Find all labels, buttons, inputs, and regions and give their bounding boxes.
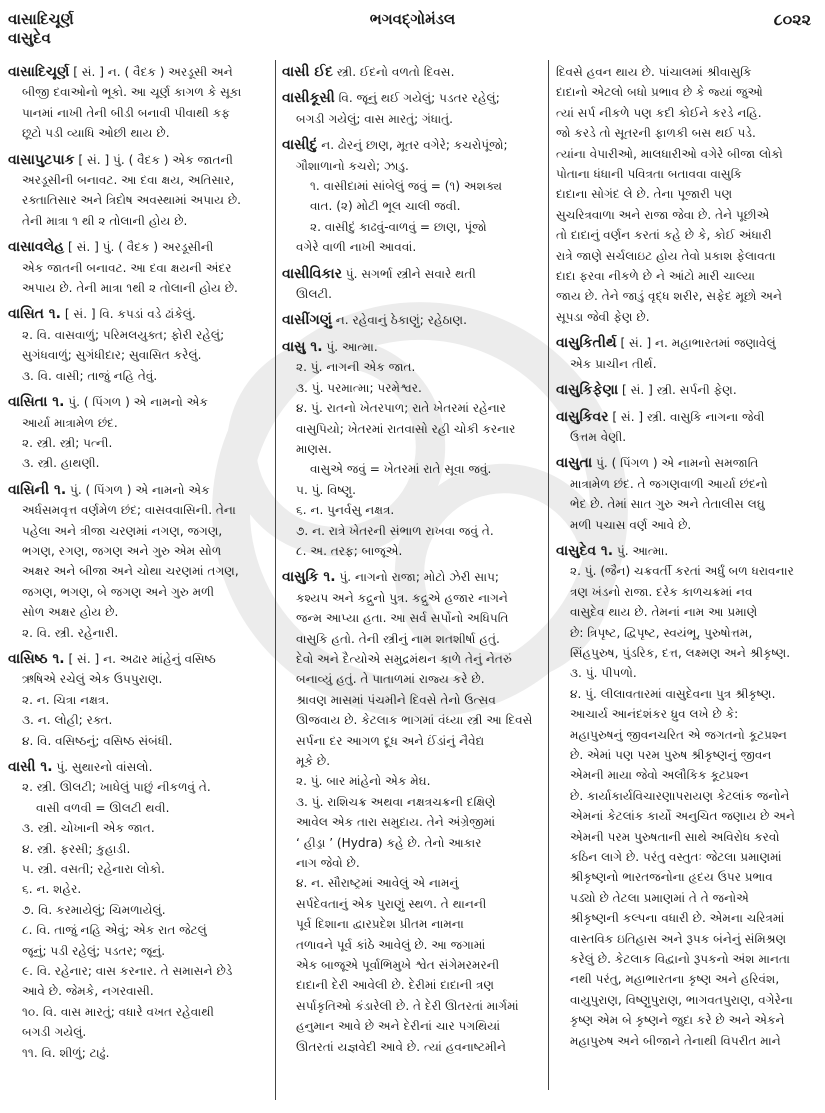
- definition-line: ઊજવાય છે. કેટલાક ભાગમાં વંધ્યા સ્ત્રી આ દિવસે: [296, 713, 533, 728]
- definition-line: માત્રામેળ છંદ. તે જગણવાળી આર્યા છંદનો: [570, 476, 768, 491]
- headword: વાસુતા: [556, 455, 593, 472]
- definition-line: રાત્રે જાણે સર્ચલાઇટ હોય તેવો પ્રકાશ ફેલાવતા: [556, 248, 776, 263]
- definition-line: કઠિન લાગે છે. પરંતુ વસ્તુતઃ જેટલા પ્રમાણમાં: [570, 850, 782, 865]
- definition-line: ૩. પું. પરમાત્મા; પરમેશ્વર.: [296, 380, 422, 395]
- headword: વાસાપુટપાક: [8, 151, 75, 168]
- entry-first-line: [8, 757, 266, 777]
- definition-line: ૪. સ્ત્રી. ફરસી; કુહાડી.: [22, 841, 131, 856]
- definition-line: આચાર્ય આનંદશંકર ધ્રુવ લખે છે કે:: [570, 707, 739, 722]
- definition-line: બીજી દવાઓનો ભૂકો. આ ચૂર્ણ કાગળ કે સૂકા: [22, 85, 242, 100]
- definition-line: શ્રીકૃષ્ણનો ભારતજનોના હૃદય ઉપર પ્રભાવ: [570, 870, 773, 885]
- column-2: [282, 62, 544, 1063]
- dictionary-entry: [282, 62, 544, 82]
- definition-line: છે: ત્રિપૃષ્ટ, દ્વિપૃષ્ટ, સ્વયંભૂ, પુરુષોત્તમ,: [570, 625, 753, 640]
- definition-line: ૧. વાસીદામાં સાંબેલું જવું = (૧) અશક્ય: [310, 179, 503, 194]
- dictionary-entry: [282, 135, 544, 257]
- definition-line: તળાવને પૂર્વ કાંઠે આવેલું છે. આ જગામાં: [296, 937, 486, 952]
- definition-line: સર્પના દર આગળ દૂધ અને ઈંડાંનું નૈવેદ્ય: [296, 733, 485, 748]
- dictionary-entry: [556, 407, 818, 448]
- definition-line: આવેલ એક તારા સમુદાય. તેને અંગ્રેજીમાં: [296, 815, 496, 830]
- definition-line: સર્પાકૃતિઓ કંડારેલી છે. તે દેરી ઊતરતાં માર્ગમાં: [296, 998, 519, 1013]
- definition-text: પું. સગર્ભા સ્ત્રીને સવારે થતી: [345, 266, 476, 281]
- entry-first-line: [282, 337, 544, 357]
- definition-line: દિવસે હવન થાય છે. પાંચાલમાં શ્રીવાસુકિ: [556, 65, 752, 79]
- definition-text: પું. આત્મા.: [616, 543, 669, 558]
- definition-line: અક્ષર અને બીજા અને ચોથા ચરણમાં તગણ,: [22, 564, 239, 579]
- dictionary-entry: [8, 62, 266, 144]
- dictionary-entry: [556, 62, 818, 327]
- definition-line: ૬. ન. શહેર.: [22, 882, 82, 897]
- entry-first-line: [282, 264, 544, 284]
- book-title: ભગવદ્ગોમંડલ: [369, 10, 456, 28]
- dictionary-entry: [8, 757, 266, 1063]
- definition-line: મૂકે છે.: [296, 754, 331, 768]
- definition-line: ૮. અ. તરફ; બાજૂએ.: [296, 543, 403, 558]
- definition-line: ૩. સ્ત્રી. ચોખાની એક જાત.: [22, 821, 155, 836]
- definition-line: ૨. વાસીદું કાઢવું-વાળવું = છાણ, પૂંજો: [310, 219, 487, 234]
- definition-line: વાસ્તવિક ઇતિહાસ અને રૂપક બંનેનું સંમિશ્રણ: [570, 931, 787, 946]
- definition-line: ૨. સ્ત્રી. ઊલટી; ખાધેલું પાછું નીકળવું તે.: [22, 780, 211, 795]
- definition-text: [ સં. ] પું. ( વૈદક ) એક જાતની: [78, 152, 233, 167]
- definition-text: [ સં. ] સ્ત્રી. વાસુકિ નાગના જેવી: [612, 409, 765, 424]
- column-3: [556, 62, 818, 1057]
- definition-line: દાદા ફરવા નીકળે છે ને આંટો મારી ચાલ્યા: [556, 269, 755, 284]
- definition-line: પોતાના ધંધાની પવિત્રતા બતાવવા વાસુકિ: [556, 167, 742, 182]
- definition-line: ૨. વિ. વાસવાળું; પરિમલયુક્ત; ફોરી રહેલું;: [22, 327, 225, 342]
- definition-text: પું. સુથારનો વાંસલો.: [56, 760, 153, 774]
- definition-line: બગડી ગયેલું; વાસ મારતું; ગંધાતું.: [296, 111, 454, 126]
- definition-line: પહેલા અને ત્રીજા ચરણમાં નગણ, જગણ,: [22, 523, 223, 538]
- definition-line: અરડૂસીની બનાવટ. આ દવા ક્ષય, અતિસાર,: [22, 173, 235, 188]
- definition-line: ૩. ન. લોહી; રક્ત.: [22, 713, 113, 728]
- definition-line: નાગ જેવો છે.: [296, 856, 360, 871]
- definition-line: અર્ધસમવૃત્ત વર્ણમેળ છંદ; વાસવવાસિની. તેના: [22, 503, 236, 518]
- definition-line: ઉત્તમ વેણી.: [570, 429, 627, 444]
- entry-first-line: [8, 480, 266, 500]
- definition-line: ગૌશાળાનો કચરો; ઝાડુ.: [296, 158, 409, 173]
- dictionary-entry: [8, 150, 266, 232]
- definition-line: વાસી વળવી = ઊલટી થવી.: [36, 800, 170, 815]
- headword: વાસીદું: [282, 137, 318, 154]
- definition-line: ૨. વિ. સ્ત્રી. રહેનારી.: [22, 625, 119, 640]
- definition-line: દાદાનો એટલો બધો પ્રભાવ છે કે જ્યાં જુઓ: [556, 85, 763, 100]
- definition-line: આર્યા માત્રામેળ છંદ.: [22, 415, 118, 430]
- entry-first-line: [282, 567, 544, 587]
- page-header: [0, 0, 825, 52]
- definition-line: ૩. પું. પીપળો.: [570, 666, 637, 681]
- definition-line: ત્યાંના વેપારીઓ, માલધારીઓ વગેરે બીજા લોકો: [556, 146, 783, 161]
- dictionary-entry: [282, 88, 544, 129]
- headword: વાસુકિતીર્થ: [556, 335, 617, 352]
- headword: વાસુદેવ ૧.: [556, 542, 614, 559]
- entry-first-line: [282, 62, 544, 82]
- guide-word-first: વાસાદિચૂર્ણ: [8, 10, 74, 28]
- definition-text: [ સં. ] ન. ( વૈદક ) અરડૂસી અને: [73, 65, 233, 79]
- definition-line: જૂનું; પડી રહેલું; પડતર; જૂનું.: [22, 943, 166, 958]
- dictionary-entry: [282, 567, 544, 1057]
- headword: વાસુકિફેણા: [556, 382, 619, 399]
- definition-line: ૧૧. વિ. શીળું; ટાઢું.: [22, 1045, 110, 1060]
- definition-line: વગેરે વાળી નાખી આવવાં.: [296, 240, 417, 255]
- definition-line: કરેલું છે. કેટલાક વિદ્વાનો રૂપકનો અંશ માનતા: [570, 952, 790, 967]
- definition-text: પું. નાગનો રાજા; મોટો ઝેરી સાપ;: [339, 570, 499, 585]
- dictionary-entry: [8, 237, 266, 298]
- definition-text: ન. ઢોરનું છાણ, મૂતર વગેરે; કચરોપૂંજો;: [321, 138, 508, 153]
- headword: વાસી ઈદ: [282, 64, 334, 80]
- headword: વાસિતા ૧.: [8, 394, 65, 411]
- entry-first-line: [8, 237, 266, 257]
- definition-line: છે. એમાં પણ પરમ પુરુષ શ્રીકૃષ્ણનું જીવન: [570, 748, 772, 762]
- entry-first-line: [8, 392, 266, 412]
- headword: વાસીવિકાર: [282, 265, 342, 282]
- dictionary-entry: [556, 333, 818, 374]
- column-1: [8, 62, 266, 1069]
- definition-text: પું. ( પિંગળ ) એ નામનો એક: [70, 482, 210, 497]
- definition-line: નથી પરંતુ, મહાભારતના કૃષ્ણ અને હરિવંશ,: [570, 972, 780, 987]
- definition-line: મહાપુરુષનું જીવનચરિત એ જગતનો કૂટપ્રશ્ન: [570, 727, 787, 742]
- definition-line: મળી પચાસ વર્ણ આવે છે.: [570, 517, 692, 532]
- entry-first-line: [282, 310, 544, 330]
- definition-line: રક્તાતિસાર અને ત્રિદોષ અવસ્થામાં અપાય છે.: [22, 193, 242, 208]
- definition-line: તો દાદાનું વર્ણન કરતાં કહે છે કે, કોઈ અંધારી: [556, 228, 772, 243]
- definition-line: ૭. ન. રાત્રે ખેતરની સંભાળ રાખવા જવું તે.: [296, 523, 494, 538]
- definition-text: [ સં. ] પું. ( વૈદક ) અરડૂસીની: [68, 240, 214, 255]
- definition-line: ભેદ છે. તેમાં સાત ગુરુ અને તેતાલીસ લઘુ: [570, 497, 765, 512]
- dictionary-entry: [556, 380, 818, 400]
- definition-line: વાસુપિયો; ખેતરમાં રાતવાસો રહી ચોકી કરનાર: [296, 421, 516, 436]
- definition-text: [ સં. ] ન. મહાભારતમાં જણાવેલું: [620, 336, 776, 351]
- definition-line: દેવો અને દૈત્યોએ સમુદ્રમંથન કાળે તેનું નેતરું: [296, 651, 512, 666]
- dictionary-entry: [8, 649, 266, 751]
- definition-line: કશ્યપ અને કદ્રુનો પુત્ર. કદ્રુએ હજાર નાગને: [296, 590, 508, 605]
- definition-line: એક પ્રાચીન તીર્થ.: [570, 356, 657, 371]
- definition-line: અપાય છે. તેની માત્રા ૧થી ૨ તોલાની હોય છે.: [22, 281, 238, 296]
- dictionary-entry: [8, 304, 266, 386]
- definition-line: સુચરિત્રવાળા અને રાજા જેવા છે. તેને પૂછીએ: [556, 207, 770, 222]
- guide-word-last: વાસુદેવ: [8, 29, 51, 47]
- dictionary-entry: [282, 310, 544, 330]
- definition-line: શ્રાવણ માસમાં પંચમીને દિવસે તેનો ઉત્સવ: [296, 692, 496, 707]
- dictionary-entry: [556, 453, 818, 535]
- definition-line: વાત. (૨) મોટી ભૂલ ચાલી જવી.: [310, 199, 461, 214]
- definition-line: ‘ હીડ્રા ’ (Hydra) કહે છે. તેનો આકાર: [296, 835, 482, 850]
- definition-line: એક જાતની બનાવટ. આ દવા ક્ષયની અંદર: [22, 260, 232, 275]
- headword: વાસિત ૧.: [8, 306, 61, 323]
- definition-line: ૮. વિ. તાજું નહિ એવું; એક રાત જેટલું: [22, 923, 207, 938]
- definition-line: ૫. સ્ત્રી. વસતી; રહેનારા લોકો.: [22, 862, 165, 877]
- definition-line: પૂર્વ દિશાના દ્વારપ્રદેશ પ્રીતમ નામના: [296, 917, 464, 932]
- headword: વાસુકિવર: [556, 408, 609, 425]
- definition-line: દાદાની દેરી આવેલી છે. દેરીમાં દાદાની ત્રણ: [296, 978, 495, 993]
- headword: વાસુ ૧.: [282, 338, 323, 355]
- definition-line: ભગણ, રગણ, જગણ અને ગુરુ એમ સોળ: [22, 543, 222, 558]
- entry-first-line: [8, 62, 266, 82]
- headword: વાસીંગણું: [282, 312, 332, 329]
- definition-line: ૪. પું. રાતનો ખેતરપાળ; રાતે ખેતરમાં રહેનાર: [296, 401, 506, 416]
- definition-line: એમની માયા જેવો અલૌકિક કૂટપ્રશ્ન: [570, 768, 749, 783]
- definition-line: આવે છે. જેમકે, નગરવાસી.: [22, 984, 154, 999]
- definition-line: પાનમાં નાખી તેની બીડી બનાવી પીવાથી કફ: [22, 105, 230, 120]
- definition-line: હનુમાન આવે છે અને દેરીનાં ચાર પગથિયાં: [296, 1019, 501, 1034]
- definition-line: એક બાજૂએ પૂર્વાભિમુખે શ્વેત સંગેમરમરની: [296, 958, 500, 973]
- definition-line: એમની પરમ પુરુષતાની સાથે અવિરોધ કરવો: [570, 829, 780, 844]
- definition-line: છે. કાર્યાકાર્યવિચારણાપરાયણ કેટલાંક જનોને: [570, 788, 790, 803]
- definition-line: એમનાં કેટલાંક કાર્યો અનુચિત જણાય છે અને: [570, 809, 796, 824]
- definition-line: સૂપડા જેવી ફેણ છે.: [556, 309, 650, 324]
- headword: વાસી ૧.: [8, 759, 53, 775]
- entry-first-line: [282, 88, 544, 108]
- entry-first-line: [556, 380, 818, 400]
- definition-text: વિ. જૂનું થઈ ગયેલું; પડતર રહેલું;: [338, 91, 500, 106]
- definition-line: છૂટો પડી વ્યાધિ ઓછી થાય છે.: [22, 126, 170, 141]
- definition-line: ત્યાં સર્પ નીકળે પણ કદી કોઈને કરડે નહિ.: [556, 105, 762, 120]
- definition-line: ઊલટી.: [296, 287, 332, 302]
- dictionary-entry: [8, 480, 266, 643]
- definition-line: જન્મ આપ્યા હતા. આ સર્વ સર્પોનો અધિપતિ: [296, 611, 509, 626]
- dictionary-entry: [282, 264, 544, 305]
- definition-text: પું. ( પિંગળ ) એ નામનો એક: [68, 395, 208, 410]
- definition-line: સોળ અક્ષર હોય છે.: [22, 605, 119, 620]
- definition-line: પડ્યો છે તેટલા પ્રમાણમાં તે તે જનોએ: [570, 890, 749, 905]
- definition-line: સર્પદેવતાનું એક પુરાણું સ્થળ. તે થાનની: [296, 896, 487, 911]
- definition-line: ૩. સ્ત્રી. હાથણી.: [22, 456, 100, 471]
- definition-line: ૭. વિ. કરમાયેલું; ચિમળાયેલું.: [22, 902, 166, 917]
- definition-line: બગડી ગયેલું.: [22, 1025, 87, 1040]
- entry-first-line: [8, 649, 266, 669]
- headword: વાસાવલેહ: [8, 239, 65, 256]
- entry-first-line: [556, 333, 818, 353]
- headword: વાસીકૂસી: [282, 90, 335, 107]
- definition-line: જગણ, ભગણ, બે જગણ અને ગુરુ મળી: [22, 584, 215, 599]
- entry-first-line: [8, 150, 266, 170]
- definition-text: પું. આત્મા.: [326, 339, 378, 354]
- definition-line: ૧૦. વિ. વાસ મારતું; વધારે વખત રહેવાથી: [22, 1004, 214, 1019]
- definition-line: ૪. ન. સૌરાષ્ટ્રમાં આવેલું એ નામનું: [296, 876, 459, 891]
- definition-line: ૩. પું. રાશિચક્ર અથવા નક્ષત્રચક્રની દક્ષિણે: [296, 794, 496, 809]
- definition-line: જાય છે. તેને જાડું વૃદ્ધ શરીર, સફેદ મૂછો અને: [556, 289, 782, 304]
- definition-line: ઋષિએ રચેલું એક ઉપપુરાણ.: [22, 672, 163, 687]
- definition-line: દાદાના સોગંદ લે છે. તેના પૂજારી પણ: [556, 187, 733, 202]
- definition-line: ત્રણ ખંડનો રાજા. દરેક કાળચક્રમાં નવ: [570, 584, 753, 599]
- definition-line: શ્રીકૃષ્ણની કલ્પના વધારી છે. એમના ચરિત્રમાં: [570, 911, 785, 926]
- definition-line: ૩. વિ. વાસી; તાજું નહિ તેવું.: [22, 368, 158, 383]
- definition-text: પું. ( પિંગળ ) એ નામનો સમજાતિ: [596, 456, 759, 471]
- definition-line: ૯. વિ. રહેનાર; વાસ કરનાર. તે સમાસને છેડે: [22, 964, 233, 979]
- definition-line: કૃષ્ણ એમ બે કૃષ્ણને જુદા કરે છે અને એકને: [570, 1013, 785, 1028]
- definition-line: વાસુદેવ થાય છે. તેમનાં નામ આ પ્રમાણે: [570, 605, 758, 620]
- dictionary-entry: [8, 392, 266, 474]
- headword: વાસુકિ ૧.: [282, 569, 336, 586]
- definition-text: સ્ત્રી. ઈદનો વળતો દિવસ.: [336, 65, 455, 79]
- entry-first-line: [556, 407, 818, 427]
- definition-line: ૨. સ્ત્રી. સ્ત્રી; પત્ની.: [22, 435, 113, 450]
- dictionary-entry: [556, 541, 818, 1051]
- definition-text: [ સં. ] સ્ત્રી. સર્પની ફેણ.: [622, 383, 737, 398]
- definition-line: તેની માત્રા ૧ થી ૨ તોલાની હોય છે.: [22, 213, 188, 228]
- definition-line: સિંહપુરુષ, પુંડરિક, દત્ત, લક્ષ્મણ અને શ્રીકૃષ્ણ.: [570, 645, 791, 660]
- definition-text: ન. રહેવાનું ઠેકાણું; રહેઠાણ.: [335, 313, 467, 328]
- page-number: ૮૦૨૨: [773, 10, 811, 29]
- definition-line: ૨. ન. ચિત્રા નક્ષત્ર.: [22, 692, 110, 707]
- definition-line: મહાપુરુષ અને બીજાને તેનાથી વિપરીત માને: [570, 1033, 781, 1048]
- definition-line: ૪. વિ. વસિષ્ઠનું; વસિષ્ઠ સંબંધી.: [22, 733, 173, 748]
- definition-line: માણસ.: [296, 441, 332, 456]
- entry-first-line: [556, 453, 818, 473]
- headword: વાસાદિચૂર્ણ: [8, 64, 70, 80]
- definition-line: ૬. ન. પુનર્વસુ નક્ષત્ર.: [296, 503, 395, 518]
- entry-first-line: [556, 541, 818, 561]
- headword: વાસિની ૧.: [8, 481, 67, 498]
- definition-line: ઊતરતાં યજ્ઞવેદી આવે છે. ત્યાં હવનાષ્ટમીને: [296, 1039, 506, 1054]
- definition-line: સુગંધવાળું; સુગંધીદાર; સુવાસિત કરેલું.: [22, 348, 202, 363]
- entry-first-line: [282, 135, 544, 155]
- headword: વાસિષ્ઠ ૧.: [8, 650, 65, 667]
- definition-line: વાસુએ જવું = ખેતરમાં રાતે સૂવા જવું.: [310, 462, 492, 477]
- definition-line: ૨. પું. (જૈન) ચક્રવર્તી કરતાં અર્ધું બળ ધરાવનાર: [570, 564, 794, 579]
- definition-line: ૨. પું. નાગની એક જાત.: [296, 360, 416, 375]
- definition-line: વાસુકિ હતો. તેની સ્ત્રીનું નામ શતશીર્ષા હતું.: [296, 631, 500, 646]
- definition-text: [ સં. ] ન. અઢાર માંહેનું વસિષ્ઠ: [68, 651, 216, 666]
- definition-line: જો કરડે તો સૂતરની ફાળકી બસ થઈ પડે.: [556, 126, 756, 141]
- definition-line: બનાવ્યું હતું. તે પાતાળમાં રાજ્ય કરે છે.: [296, 672, 485, 687]
- definition-line: વાયુપુરાણ, વિષ્ણુપુરાણ, ભાગવતપુરાણ, વગેરેના: [570, 992, 793, 1007]
- column-divider: [275, 60, 276, 1100]
- definition-line: ૪. પું. લીલાવતારમાં વાસુદેવના પુત્ર શ્રીકૃષ્ણ.: [570, 686, 776, 701]
- definition-line: ૨. પું. બાર માંહેનો એક મેઘ.: [296, 774, 431, 789]
- entry-first-line: [8, 304, 266, 324]
- definition-line: ૫. પું. વિષ્ણુ.: [296, 482, 356, 497]
- column-divider: [548, 60, 549, 1090]
- dictionary-entry: [282, 337, 544, 561]
- definition-text: [ સં. ] વિ. કપડાં વડે ઢાંકેલું.: [64, 307, 196, 322]
